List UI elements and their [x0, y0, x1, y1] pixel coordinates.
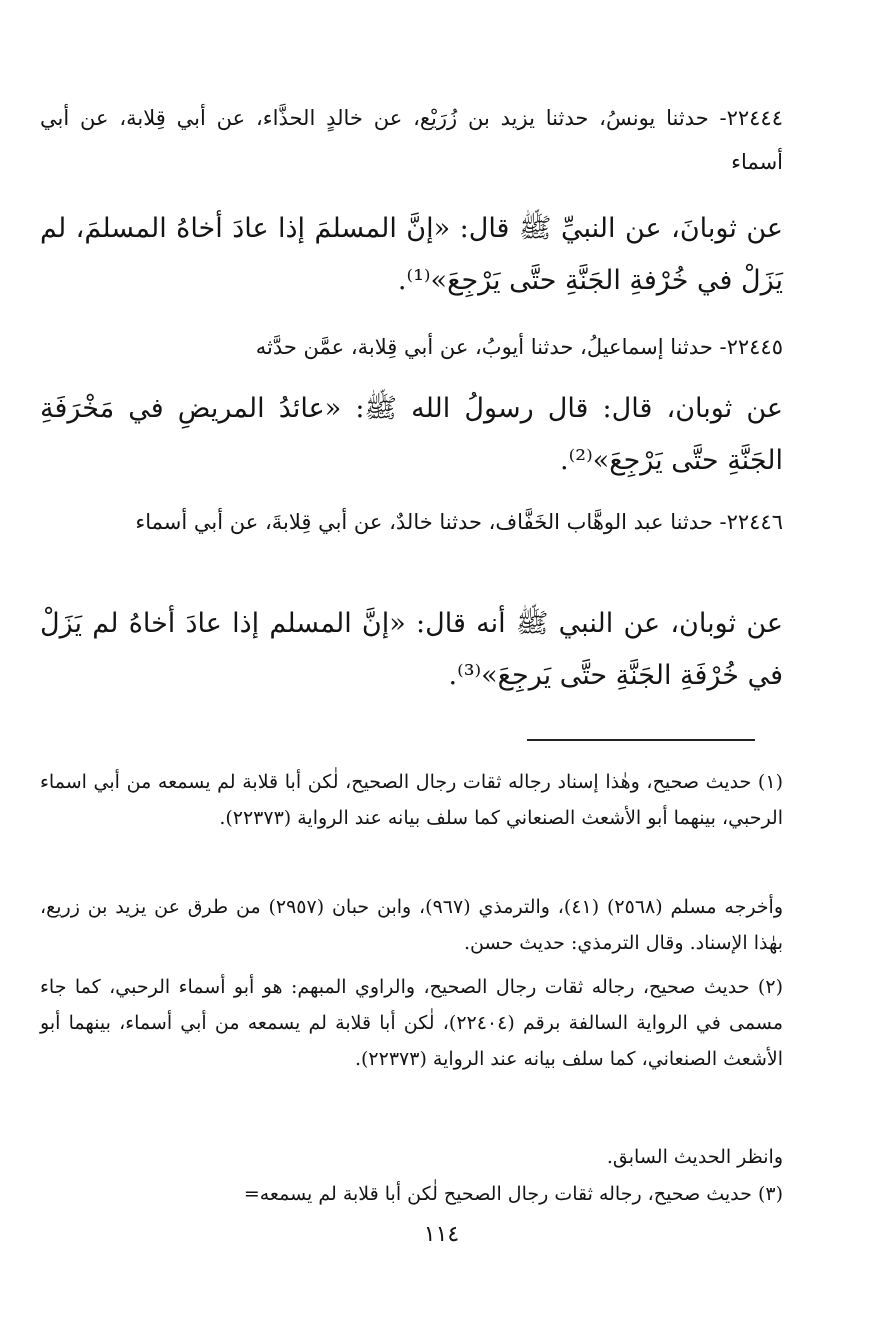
footnote-1-continuation: وأخرجه مسلم (٢٥٦٨) (٤١)، والترمذي (٩٦٧)، وابن حبان (٢٩٥٧) من طرق عن يزيد بن زريع، بهٰذا الإسناد. وقال الترمذي: حديث حسن. [40, 896, 784, 954]
hadith-22445-chain: ٢٢٤٤٥- حدثنا إسماعيلُ، حدثنا أيوبُ، عن أبي قِلابة، عمَّن حدَّثه [255, 335, 783, 359]
hadith-22446-chain: ٢٢٤٤٦- حدثنا عبد الوهَّاب الخَفَّاف، حدثنا خالدٌ، عن أبي قِلابةَ، عن أبي أسماء [135, 510, 783, 534]
footnote-3: (٣) حديث صحيح، رجاله ثقات رجال الصحيح لٰكن أبا قلابة لم يسمعه= [243, 1183, 783, 1205]
hadith-22444-chain: ٢٢٤٤٤- حدثنا يونسُ، حدثنا يزيد بن زُرَيْع، عن خالدٍ الحذَّاء، عن أبي قِلابة، عن أبي أسماء [40, 106, 783, 174]
footnote-separator [527, 739, 755, 741]
hadith-22446-text: عن ثوبان، عن النبي ﷺ أنه قال: «إنَّ المسلم إذا عادَ أخاهُ لم يَزَلْ في خُرْفَةِ الجَنَّةِ حتَّى يَرجِعَ»⁽³⁾. [40, 608, 783, 691]
footnote-2-continuation: وانظر الحديث السابق. [606, 1146, 783, 1168]
page-number: ١١٤ [423, 1222, 460, 1247]
footnote-2: (٢) حديث صحيح، رجاله ثقات رجال الصحيح، والراوي المبهم: هو أبو أسماء الرحبي، كما جاء مسمى في الرواية السالفة برقم (٢٢٤٠٤)، لٰكن أبا قلابة لم يسمعه من أبي أسماء، بينهما أبو الأشعث الصنعاني، كما سلف بيانه عند الرواية (٢٢٣٧٣). [40, 976, 783, 1070]
hadith-22444-text: عن ثوبانَ، عن النبيِّ ﷺ قال: «إنَّ المسلمَ إذا عادَ أخاهُ المسلمَ، لم يَزَلْ في خُرْفةِ الجَنَّةِ حتَّى يَرْجِعَ»⁽¹⁾. [40, 213, 783, 296]
footnote-1: (١) حديث صحيح، وهٰذا إسناد رجاله ثقات رجال الصحيح، لٰكن أبا قلابة لم يسمعه من أبي اسماء الرحبي، بينهما أبو الأشعث الصنعاني كما سلف بيانه عند الرواية (٢٢٣٧٣). [40, 771, 783, 829]
hadith-22445-text: عن ثوبان، قال: قال رسولُ الله ﷺ: «عائدُ المريضِ في مَخْرَفَةِ الجَنَّةِ حتَّى يَرْجِعَ»⁽²⁾. [40, 393, 783, 476]
